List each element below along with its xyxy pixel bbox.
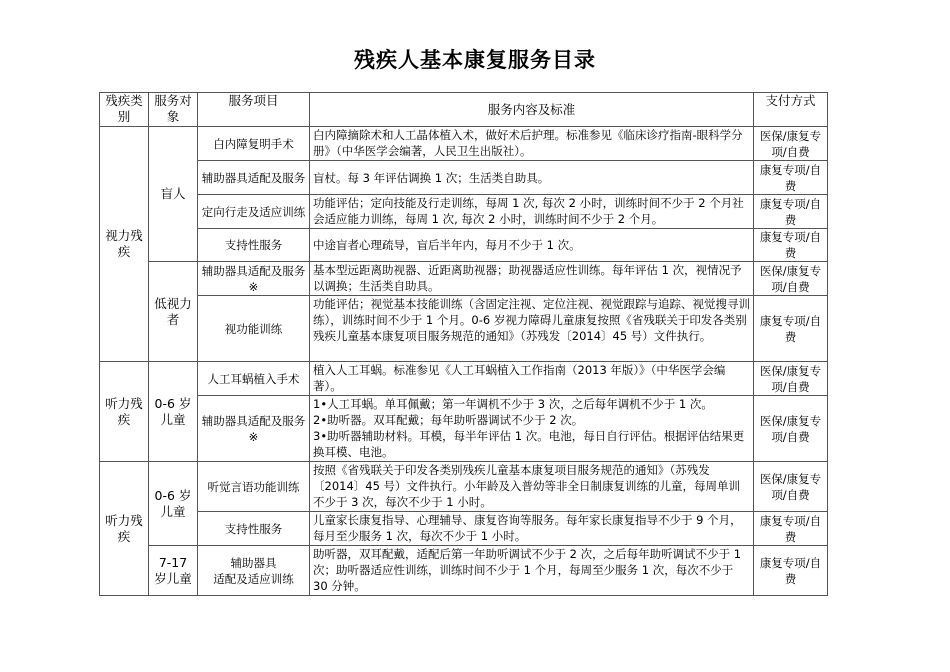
content-cell: 植入人工耳蜗。标准参见《人工耳蜗植入工作指南（2013 年版）》（中华医学会编著）。 [310,362,754,396]
item-cell: 支持性服务 [198,229,310,262]
target-cell: 低视力者 [149,262,198,362]
table-row [100,229,828,262]
page-title: 残疾人基本康复服务目录 [354,48,596,72]
table-row [100,127,828,161]
table-row [100,262,828,296]
payment-cell: 康复专项/自费 [754,161,828,195]
table-row [100,161,828,195]
header-item: 服务项目 [198,93,310,127]
content-line: 2•助听器。双耳配戴；每年助听器调试不少于 2 次。 [313,413,584,427]
payment-cell: 医保/康复专项/自费 [754,127,828,161]
content-cell: 基本型远距离助视器、近距离助视器；助视器适应性训练。每年评估 1 次，视情况予以调换；生活类自助具。 [310,262,754,296]
target-cell: 0-6 岁儿童 [149,362,198,462]
payment-cell: 康复专项/自费 [754,512,828,546]
item-cell: 听觉言语功能训练 [198,462,310,512]
content-cell: 中途盲者心理疏导，盲后半年内，每月不少于 1 次。 [310,229,754,262]
payment-cell: 康复专项/自费 [754,296,828,362]
payment-cell: 医保/康复专项/自费 [754,396,828,462]
item-cell: 辅助器具适配及服务※ [198,396,310,462]
item-cell: 辅助器具适配及服务 [198,161,310,195]
header-category: 残疾类别 [100,93,149,127]
table-row [100,296,828,362]
content-cell: 盲杖。每 3 年评估调换 1 次；生活类自助具。 [310,161,754,195]
target-cell: 7-17 岁儿童 [149,546,198,596]
content-cell: 白内障摘除术和人工晶体植入术，做好术后护理。标准参见《临床诊疗指南-眼科学分册》（中华医学会编著，人民卫生出版社）。 [310,127,754,161]
payment-cell: 康复专项/自费 [754,229,828,262]
item-cell: 人工耳蜗植入手术 [198,362,310,396]
category-cell: 视力残疾 [100,127,149,362]
target-cell: 0-6 岁儿童 [149,462,198,546]
payment-cell: 康复专项/自费 [754,546,828,596]
table-row [100,462,828,512]
header-content: 服务内容及标准 [310,93,754,127]
category-cell: 听力残疾 [100,362,149,462]
item-line: 适配及适应训练 [213,571,294,586]
table-row [100,512,828,546]
item-line: 辅助器具 [230,555,277,570]
content-cell [310,396,754,462]
payment-cell: 医保/康复专项/自费 [754,462,828,512]
item-cell: 定向行走及适应训练 [198,195,310,229]
item-cell: 视功能训练 [198,296,310,362]
item-cell: 白内障复明手术 [198,127,310,161]
table-row [100,546,828,596]
table-row [100,396,828,462]
item-cell: 支持性服务 [198,512,310,546]
item-cell: 辅助器具适配及服务※ [198,262,310,296]
payment-cell: 医保/康复专项/自费 [754,362,828,396]
payment-cell: 康复专项/自费 [754,195,828,229]
table-header-row [100,93,828,127]
category-cell: 听力残疾 [100,462,149,596]
content-cell: 按照《省残联关于印发各类别残疾儿童基本康复项目服务规范的通知》（苏残发〔2014〕45 号）文件执行。小年龄及入普幼等非全日制康复训练的儿童，每周单训不少于 3 次，每次不少于 1 小时。 [310,462,754,512]
content-cell: 儿童家长康复指导、心理辅导、康复咨询等服务。每年家长康复指导不少于 9 个月，每月至少服务 1 次，每次不少于 1 小时。 [310,512,754,546]
content-line: 3•助听器辅助材料。耳模，每半年评估 1 次。电池，每日自行评估。根据评估结果更换耳模、电池。 [313,429,745,459]
item-cell [198,546,310,596]
table-row [100,362,828,396]
payment-cell: 医保/康复专项/自费 [754,262,828,296]
content-line: 1•人工耳蜗。单耳佩戴；第一年调机不少于 3 次，之后每年调机不少于 1 次。 [313,397,713,411]
content-cell: 功能评估；定向技能及行走训练，每周 1 次, 每次 2 小时，训练时间不少于 2 个月社会适应能力训练，每周 1 次, 每次 2 小时，训练时间不少于 2 个月。 [310,195,754,229]
content-cell: 功能评估；视觉基本技能训练（含固定注视、定位注视、视觉跟踪与追踪、视觉搜寻训练），训练时间不少于 1 个月。0-6 岁视力障碍儿童康复按照《省残联关于印发各类别残疾儿童基本康复项目服务规范的通知》（苏残发〔2014〕45 号）文件执行。 [310,296,754,362]
table-row [100,195,828,229]
content-cell: 助听器，双耳配戴，适配后第一年助听调试不少于 2 次，之后每年助听调试不少于 1 次；助听器适应性训练，训练时间不少于 1 个月，每周至少服务 1 次，每次不少于 30 分钟。 [310,546,754,596]
target-cell: 盲人 [149,127,198,262]
header-payment: 支付方式 [754,93,828,127]
header-target: 服务对象 [149,93,198,127]
service-catalog-table [99,92,828,596]
